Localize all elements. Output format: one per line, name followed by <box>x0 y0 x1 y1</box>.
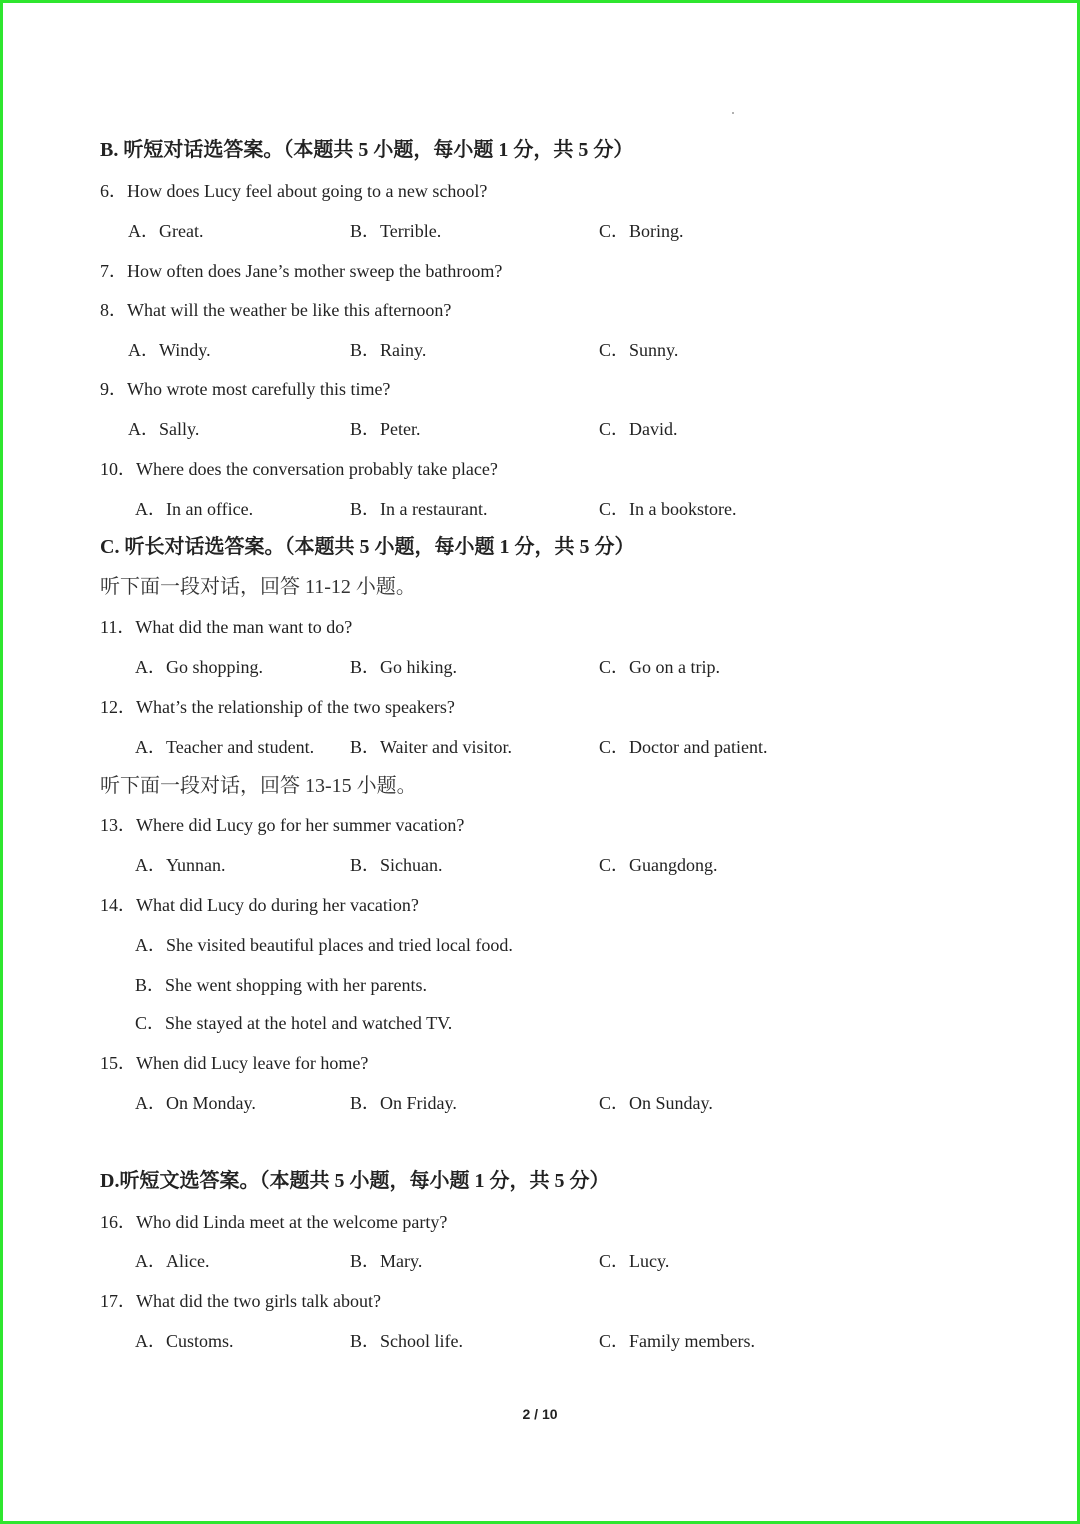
q12-option-b: B．Waiter and visitor. <box>350 737 513 757</box>
question-10: 10．Where does the conversation probably take place? <box>100 459 498 479</box>
section-d-heading: D.听短文选答案。（本题共 5 小题，每小题 1 分，共 5 分） <box>100 1170 610 1192</box>
q6-option-a: A．Great. <box>128 221 204 241</box>
q13-option-a: A．Yunnan. <box>135 855 226 875</box>
question-9: 9．Who wrote most carefully this time? <box>100 379 391 399</box>
section-b-heading: B. 听短对话选答案。（本题共 5 小题，每小题 1 分，共 5 分） <box>100 139 634 161</box>
q16-option-b: B．Mary. <box>350 1251 423 1271</box>
q12-option-a: A．Teacher and student. <box>135 737 315 757</box>
q14-option-a: A．She visited beautiful places and tried local food. <box>135 935 513 955</box>
q16-option-a: A．Alice. <box>135 1251 210 1271</box>
q10-option-b: B．In a restaurant. <box>350 499 488 519</box>
q15-option-a: A．On Monday. <box>135 1093 256 1113</box>
q16-option-c: C．Lucy. <box>599 1251 670 1271</box>
q13-option-b: B．Sichuan. <box>350 855 443 875</box>
question-16: 16．Who did Linda meet at the welcome party? <box>100 1212 448 1232</box>
q11-option-c: C．Go on a trip. <box>599 657 720 677</box>
question-17: 17．What did the two girls talk about? <box>100 1291 381 1311</box>
question-11: 11．What did the man want to do? <box>100 617 353 637</box>
q17-option-a: A．Customs. <box>135 1331 234 1351</box>
q13-option-c: C．Guangdong. <box>599 855 718 875</box>
question-15: 15．When did Lucy leave for home? <box>100 1053 369 1073</box>
q6-option-b: B．Terrible. <box>350 221 442 241</box>
q10-option-c: C．In a bookstore. <box>599 499 737 519</box>
q15-option-c: C．On Sunday. <box>599 1093 713 1113</box>
q9-option-b: B．Peter. <box>350 419 421 439</box>
q12-option-c: C．Doctor and patient. <box>599 737 768 757</box>
question-6: 6．How does Lucy feel about going to a new school? <box>100 181 488 201</box>
q8-option-a: A．Windy. <box>128 340 211 360</box>
q8-option-c: C．Sunny. <box>599 340 679 360</box>
q9-option-c: C．David. <box>599 419 678 439</box>
q11-option-a: A．Go shopping. <box>135 657 264 677</box>
question-13: 13．Where did Lucy go for her summer vacation? <box>100 815 465 835</box>
q14-option-b: B．She went shopping with her parents. <box>135 975 427 995</box>
speck <box>732 112 734 114</box>
q11-option-b: B．Go hiking. <box>350 657 458 677</box>
q8-option-b: B．Rainy. <box>350 340 427 360</box>
question-12: 12．What’s the relationship of the two speakers? <box>100 697 455 717</box>
q9-option-a: A．Sally. <box>128 419 200 439</box>
question-8: 8．What will the weather be like this afternoon? <box>100 300 452 320</box>
section-c-heading: C. 听长对话选答案。（本题共 5 小题，每小题 1 分，共 5 分） <box>100 536 635 558</box>
page-number: 2 / 10 <box>522 1406 558 1422</box>
q10-option-a: A．In an office. <box>135 499 254 519</box>
q6-option-c: C．Boring. <box>599 221 684 241</box>
q15-option-b: B．On Friday. <box>350 1093 457 1113</box>
question-7: 7．How often does Jane’s mother sweep the bathroom? <box>100 261 503 281</box>
q17-option-c: C．Family members. <box>599 1331 755 1351</box>
question-14: 14．What did Lucy do during her vacation? <box>100 895 419 915</box>
q14-option-c: C．She stayed at the hotel and watched TV. <box>135 1013 453 1033</box>
section-c-intro-2: 听下面一段对话，回答 13-15 小题。 <box>100 775 417 797</box>
section-c-intro-1: 听下面一段对话，回答 11-12 小题。 <box>100 576 416 598</box>
q17-option-b: B．School life. <box>350 1331 463 1351</box>
